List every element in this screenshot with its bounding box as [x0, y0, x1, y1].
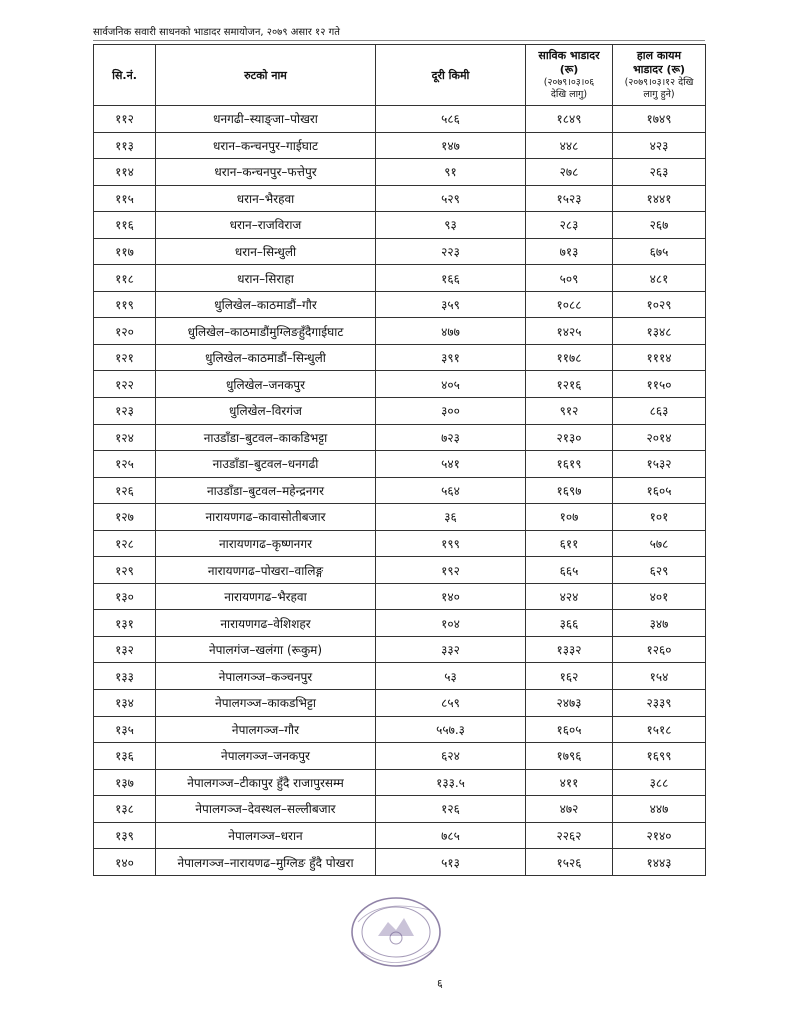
cell-route: धरान–कन्चनपुर–फत्तेपुर [156, 159, 376, 186]
cell-route: नेपालगञ्ज–देवस्थल–सल्लीबजार [156, 796, 376, 823]
header-title: सार्वजनिक सवारी साधनको भाडादर समायोजन, २०७९ असार १२ गते [93, 27, 340, 38]
cell-sn: ११५ [94, 185, 156, 212]
cell-distance: ४७७ [376, 318, 526, 345]
cell-distance: ५८६ [376, 106, 526, 133]
cell-new-rate: २३३९ [613, 690, 706, 717]
cell-distance: २२३ [376, 238, 526, 265]
cell-old-rate: १५२३ [526, 185, 613, 212]
cell-route: नारायणगढ–पोखरा–वालिङ्ग [156, 557, 376, 584]
cell-sn: १२३ [94, 398, 156, 425]
cell-old-rate: १५२६ [526, 849, 613, 876]
cell-distance: ३५९ [376, 291, 526, 318]
cell-new-rate: १५१८ [613, 716, 706, 743]
cell-new-rate: २६७ [613, 212, 706, 239]
cell-new-rate: ५७८ [613, 530, 706, 557]
cell-new-rate: २१४० [613, 822, 706, 849]
cell-distance: ४०५ [376, 371, 526, 398]
cell-route: नारायणगढ–वेशिशहर [156, 610, 376, 637]
cell-sn: १३१ [94, 610, 156, 637]
cell-old-rate: १४२५ [526, 318, 613, 345]
table-row [94, 636, 706, 663]
cell-new-rate: ४२३ [613, 132, 706, 159]
cell-sn: ११८ [94, 265, 156, 292]
cell-new-rate: १४४१ [613, 185, 706, 212]
cell-distance: १९२ [376, 557, 526, 584]
cell-sn: ११६ [94, 212, 156, 239]
cell-new-rate: १७४९ [613, 106, 706, 133]
cell-new-rate: २०१४ [613, 424, 706, 451]
cell-route: नारायणगढ–कावासोतीबजार [156, 504, 376, 531]
cell-sn: १२९ [94, 557, 156, 584]
cell-old-rate: ११७८ [526, 344, 613, 371]
table-row [94, 690, 706, 717]
cell-old-rate: २२६२ [526, 822, 613, 849]
table-row [94, 238, 706, 265]
cell-route: नेपालगञ्ज–काकडभिट्टा [156, 690, 376, 717]
cell-old-rate: १७९६ [526, 743, 613, 770]
cell-route: धनगढी–स्याङ्जा–पोखरा [156, 106, 376, 133]
table-row [94, 291, 706, 318]
cell-old-rate: २७८ [526, 159, 613, 186]
cell-new-rate: ४४७ [613, 796, 706, 823]
cell-new-rate: १६९९ [613, 743, 706, 770]
cell-distance: १९९ [376, 530, 526, 557]
table-row [94, 106, 706, 133]
cell-route: नेपालगञ्ज–कञ्चनपुर [156, 663, 376, 690]
cell-new-rate: ४०१ [613, 583, 706, 610]
cell-distance: ५१३ [376, 849, 526, 876]
cell-new-rate: १०२९ [613, 291, 706, 318]
cell-route: नेपालगञ्ज–नारायणढ–मुग्लिङ हुँदै पोखरा [156, 849, 376, 876]
col-header-route: रुटको नाम [156, 45, 376, 106]
cell-distance: १२६ [376, 796, 526, 823]
fare-table [93, 44, 706, 876]
cell-sn: १२४ [94, 424, 156, 451]
cell-distance: १६६ [376, 265, 526, 292]
table-row [94, 424, 706, 451]
cell-distance: ५२९ [376, 185, 526, 212]
cell-distance: ६२४ [376, 743, 526, 770]
cell-old-rate: १२१६ [526, 371, 613, 398]
cell-distance: ५६४ [376, 477, 526, 504]
cell-old-rate: १०७ [526, 504, 613, 531]
table-row [94, 610, 706, 637]
cell-sn: १३७ [94, 769, 156, 796]
cell-old-rate: ६६५ [526, 557, 613, 584]
cell-sn: १३३ [94, 663, 156, 690]
cell-old-rate: १६०५ [526, 716, 613, 743]
table-row [94, 344, 706, 371]
table-row [94, 477, 706, 504]
table-row [94, 318, 706, 345]
cell-old-rate: ४७२ [526, 796, 613, 823]
cell-old-rate: ९१२ [526, 398, 613, 425]
cell-distance: ५३ [376, 663, 526, 690]
col-header-distance: दूरी किमी [376, 45, 526, 106]
table-row [94, 132, 706, 159]
cell-sn: ११४ [94, 159, 156, 186]
cell-new-rate: १३४८ [613, 318, 706, 345]
table-row [94, 716, 706, 743]
page-number: ६ [437, 977, 443, 990]
cell-sn: १२८ [94, 530, 156, 557]
table-row [94, 822, 706, 849]
cell-old-rate: ४२४ [526, 583, 613, 610]
cell-sn: १२७ [94, 504, 156, 531]
cell-distance: ९१ [376, 159, 526, 186]
cell-old-rate: ७१३ [526, 238, 613, 265]
col-header-sn: सि.नं. [94, 45, 156, 106]
cell-new-rate: ६७५ [613, 238, 706, 265]
table-row [94, 212, 706, 239]
cell-distance: १४७ [376, 132, 526, 159]
cell-old-rate: १६२ [526, 663, 613, 690]
cell-new-rate: ४८१ [613, 265, 706, 292]
table-row [94, 769, 706, 796]
cell-distance: ५५७.३ [376, 716, 526, 743]
cell-old-rate: ३६६ [526, 610, 613, 637]
cell-old-rate: ४४८ [526, 132, 613, 159]
table-header-row [94, 45, 706, 106]
table-row [94, 451, 706, 478]
cell-distance: ७२३ [376, 424, 526, 451]
cell-route: नेपालगञ्ज–गौर [156, 716, 376, 743]
cell-new-rate: १२६० [613, 636, 706, 663]
cell-sn: १२६ [94, 477, 156, 504]
cell-sn: १२५ [94, 451, 156, 478]
table-row [94, 743, 706, 770]
cell-new-rate: १६०५ [613, 477, 706, 504]
cell-route: धुलिखेल–विरगंज [156, 398, 376, 425]
cell-old-rate: १६९७ [526, 477, 613, 504]
cell-new-rate: ११५० [613, 371, 706, 398]
cell-new-rate: १०१ [613, 504, 706, 531]
cell-distance: ७८५ [376, 822, 526, 849]
cell-route: धरान–सिन्धुली [156, 238, 376, 265]
cell-distance: ३९१ [376, 344, 526, 371]
cell-sn: १३२ [94, 636, 156, 663]
cell-route: नारायणगढ–भैरहवा [156, 583, 376, 610]
table-row [94, 557, 706, 584]
cell-new-rate: ८६३ [613, 398, 706, 425]
table-row [94, 504, 706, 531]
cell-route: धरान–भैरहवा [156, 185, 376, 212]
cell-old-rate: १८४९ [526, 106, 613, 133]
cell-route: धुलिखेल–जनकपुर [156, 371, 376, 398]
table-row [94, 530, 706, 557]
cell-sn: १३० [94, 583, 156, 610]
cell-sn: ११२ [94, 106, 156, 133]
cell-route: नेपालगञ्ज–टीकापुर हुँदै राजापुरसम्म [156, 769, 376, 796]
cell-distance: ३३२ [376, 636, 526, 663]
cell-new-rate: २६३ [613, 159, 706, 186]
table-row [94, 583, 706, 610]
table-row [94, 265, 706, 292]
cell-sn: १२२ [94, 371, 156, 398]
cell-route: नाउडाँडा–बुटवल–धनगढी [156, 451, 376, 478]
cell-sn: १३४ [94, 690, 156, 717]
cell-new-rate: १५४ [613, 663, 706, 690]
cell-route: धरान–सिराहा [156, 265, 376, 292]
cell-old-rate: ६११ [526, 530, 613, 557]
table-row [94, 371, 706, 398]
cell-old-rate: १६१९ [526, 451, 613, 478]
cell-distance: ३६ [376, 504, 526, 531]
cell-sn: १२० [94, 318, 156, 345]
table-row [94, 185, 706, 212]
document-header [93, 26, 705, 41]
cell-sn: ११७ [94, 238, 156, 265]
cell-new-rate: ६२९ [613, 557, 706, 584]
cell-route: नेपालगञ्ज–धरान [156, 822, 376, 849]
table-row [94, 398, 706, 425]
cell-sn: १३८ [94, 796, 156, 823]
cell-old-rate: ५०९ [526, 265, 613, 292]
cell-distance: १४० [376, 583, 526, 610]
cell-sn: १३६ [94, 743, 156, 770]
cell-distance: १३३.५ [376, 769, 526, 796]
cell-sn: १४० [94, 849, 156, 876]
cell-old-rate: ४११ [526, 769, 613, 796]
cell-route: नेपालगंज–खलंगा (रूकुम) [156, 636, 376, 663]
cell-sn: १३९ [94, 822, 156, 849]
table-body [94, 106, 706, 876]
cell-sn: ११३ [94, 132, 156, 159]
cell-old-rate: १०८८ [526, 291, 613, 318]
table-row [94, 796, 706, 823]
cell-route: नाउडाँडा–बुटवल–महेन्द्रनगर [156, 477, 376, 504]
cell-route: नाउडाँडा–बुटवल–काकडिभट्टा [156, 424, 376, 451]
cell-route: नेपालगञ्ज–जनकपुर [156, 743, 376, 770]
table-row [94, 159, 706, 186]
cell-sn: १३५ [94, 716, 156, 743]
cell-new-rate: १११४ [613, 344, 706, 371]
cell-new-rate: ३८८ [613, 769, 706, 796]
cell-distance: ३०० [376, 398, 526, 425]
cell-old-rate: २८३ [526, 212, 613, 239]
cell-distance: १०४ [376, 610, 526, 637]
cell-distance: ५४१ [376, 451, 526, 478]
cell-new-rate: १५३२ [613, 451, 706, 478]
cell-new-rate: ३४७ [613, 610, 706, 637]
table-row [94, 849, 706, 876]
col-header-old-rate: साविक भाडादर (रू) (२०७९।०३।०६ देखि लागु) [526, 45, 613, 106]
cell-distance: ९३ [376, 212, 526, 239]
table-row [94, 663, 706, 690]
cell-new-rate: १४४३ [613, 849, 706, 876]
cell-route: धुलिखेल–काठमाडौं–सिन्धुली [156, 344, 376, 371]
cell-sn: ११९ [94, 291, 156, 318]
cell-route: नारायणगढ–कृष्णनगर [156, 530, 376, 557]
cell-route: धुलिखेल–काठमाडौं–गौर [156, 291, 376, 318]
cell-route: धरान–कन्चनपुर–गाईघाट [156, 132, 376, 159]
cell-route: धरान–राजविराज [156, 212, 376, 239]
cell-sn: १२१ [94, 344, 156, 371]
cell-old-rate: १३३२ [526, 636, 613, 663]
cell-distance: ८५९ [376, 690, 526, 717]
cell-old-rate: २४७३ [526, 690, 613, 717]
cell-old-rate: २१३० [526, 424, 613, 451]
cell-route: धुलिखेल–काठमाडौंमुग्लिङहुँदैगाईघाट [156, 318, 376, 345]
col-header-new-rate: हाल कायम भाडादर (रू) (२०७९।०३।१२ देखि लागु हुने) [613, 45, 706, 106]
government-seal-stamp [340, 892, 452, 972]
